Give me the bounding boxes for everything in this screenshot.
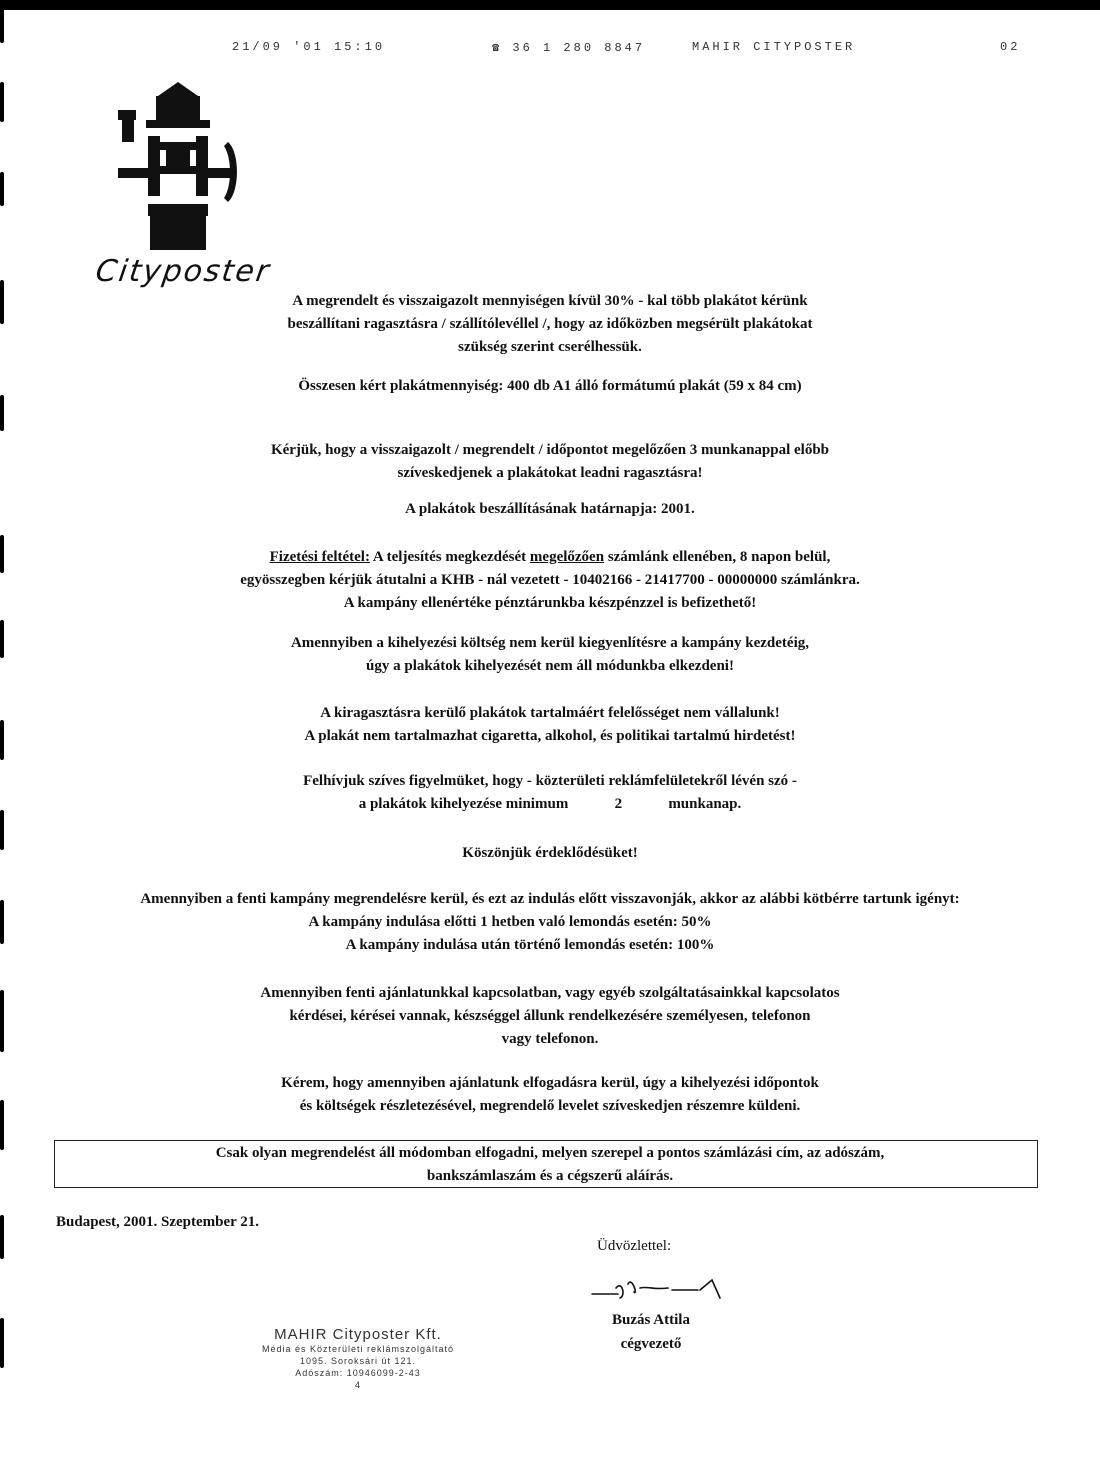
scan-edge-mark — [0, 395, 4, 431]
paragraph-line: Csak olyan megrendelést áll módomban elfogadni, melyen szerepel a pontos számlázási cím, az adószám, — [215, 1145, 885, 1161]
scan-edge-mark — [0, 810, 4, 850]
paragraph-line: Felhívjuk szíves figyelmüket, hogy - közterületi reklámfelületekről lévén szó - — [303, 773, 797, 789]
paragraph-line: Kérem, hogy amennyiben ajánlatunk elfogadásra kerül, úgy a kihelyezési időpontok — [281, 1075, 819, 1091]
questions-paragraph — [40, 982, 1060, 1051]
scan-edge-mark — [0, 5, 4, 43]
payment-text: A teljesítés megkezdését — [369, 549, 530, 565]
total-quantity-line: Összesen kért plakátmennyiség: 400 db A1 álló formátumú plakát (59 x 84 cm) — [298, 378, 802, 394]
paragraph-line: Amennyiben fenti ajánlatunkkal kapcsolatban, vagy egyéb szolgáltatásainkkal kapcsolatos — [260, 985, 840, 1001]
thanks-line: Köszönjük érdeklődésüket! — [462, 845, 638, 861]
paragraph-line: és költségek részletezésével, megrendelő levelet szíveskedjen részemre küldeni. — [299, 1098, 801, 1114]
attention-text: munkanap. — [668, 796, 742, 812]
paragraph-line: úgy a plakátok kihelyezését nem áll módunkba elkezdeni! — [366, 658, 734, 674]
fax-top-border — [0, 0, 1100, 10]
paragraph-line: Kérjük, hogy a visszaigazolt / megrendelt / időpontot megelőzően 3 munkanappal előbb — [270, 442, 830, 458]
stamp-line: 4 — [354, 1380, 361, 1390]
delivery-deadline-line: A plakátok beszállításának határnapja: 2001. — [405, 501, 695, 517]
cityposter-logo — [108, 82, 248, 252]
handwritten-signature — [588, 1266, 748, 1306]
stamp-line: 1095. Soroksári út 121. — [299, 1356, 417, 1366]
paragraph-line: szíveskedjenek a plakátokat leadni ragasztásra! — [397, 465, 703, 481]
stamp-line: Média és Közterületi reklámszolgáltató — [261, 1344, 455, 1354]
paragraph-line: A plakát nem tartalmazhat cigaretta, alkohol, és politikai tartalmú hirdetést! — [304, 728, 796, 744]
costs-paragraph — [40, 632, 1060, 678]
scan-edge-mark — [0, 1215, 4, 1259]
paragraph-line: A megrendelt és visszaigazolt mennyiségen kívül 30% - kal több plakátot kérünk — [292, 293, 808, 309]
scan-edge-mark — [0, 620, 4, 658]
paragraph-line: kérdései, kérései vannak, készséggel állunk rendelkezésére személyesen, telefonon — [289, 1008, 811, 1024]
scan-edge-mark — [0, 1318, 4, 1368]
paragraph-line: A kampány indulása előtti 1 hetben való lemondás esetén: 50% — [308, 914, 712, 930]
scan-edge-mark — [0, 280, 4, 324]
scan-edge-mark — [0, 535, 4, 573]
attention-days: 2 — [614, 796, 623, 812]
paragraph-line: A kiragasztásra kerülő plakátok tartalmáért felelősséget nem vállalunk! — [320, 705, 780, 721]
attention-text: a plakátok kihelyezése minimum — [358, 796, 569, 812]
scan-edge-mark — [0, 82, 4, 122]
paragraph-line: egyösszegben kérjük átutalni a KHB - nál vezetett - 10402166 - 21417700 - 00000000 számlánkra. — [240, 572, 860, 588]
paragraph-line: bankszámlaszám és a cégszerű aláírás. — [426, 1168, 674, 1184]
paragraph-line: A kampány ellenértéke pénztárunkba készpénzzel is befizethető! — [343, 595, 757, 611]
fax-phone: ☎ 36 1 280 8847 — [492, 41, 646, 55]
deadline-request-paragraph — [40, 439, 1060, 485]
attention-paragraph — [40, 770, 1060, 816]
signatory-block — [596, 1308, 706, 1356]
payment-terms-paragraph — [40, 546, 1060, 615]
content-liability-paragraph — [40, 702, 1060, 748]
acceptance-paragraph — [40, 1072, 1060, 1118]
company-stamp — [228, 1326, 488, 1391]
fax-page-number: 02 — [1000, 40, 1021, 54]
scan-edge-mark — [0, 720, 4, 760]
cityposter-brand-text: Cityposter — [93, 254, 273, 289]
paragraph-line: Amennyiben a fenti kampány megrendelésre kerül, és ezt az indulás előtt visszavonják, akkor az alábbi kötbérre tartunk igényt: — [140, 891, 960, 907]
signatory-title: cégvezető — [620, 1336, 682, 1352]
penalty-paragraph — [40, 888, 1060, 957]
paragraph-line: A kampány indulása után történő lemondás esetén: 100% — [345, 937, 715, 953]
paragraph-line — [40, 546, 1060, 569]
payment-terms-label: Fizetési feltétel: — [269, 549, 370, 565]
paragraph-line: szükség szerint cserélhessük. — [458, 339, 642, 355]
stamp-company: MAHIR Cityposter Kft. — [274, 1326, 442, 1343]
fax-datetime: 21/09 '01 15:10 — [232, 40, 386, 54]
paragraph-line — [40, 793, 1060, 816]
scan-edge-mark — [0, 990, 4, 1052]
extra-quantity-paragraph — [40, 290, 1060, 359]
fax-sender: MAHIR CITYPOSTER — [692, 40, 856, 54]
signatory-name: Buzás Attila — [612, 1312, 690, 1328]
payment-emphasis: megelőzően — [529, 549, 605, 565]
place-and-date: Budapest, 2001. Szeptember 21. — [56, 1214, 260, 1230]
greeting: Üdvözlettel: — [597, 1238, 672, 1254]
stamp-line: Adószám: 10946099-2-43 — [295, 1368, 421, 1378]
scan-edge-mark — [0, 1100, 4, 1150]
notice-box-text — [40, 1142, 1060, 1188]
paragraph-line: beszállítani ragasztásra / szállítólevéllel /, hogy az időközben megsérült plakátokat — [287, 316, 813, 332]
paragraph-line: vagy telefonon. — [501, 1031, 599, 1047]
paragraph-line: Amennyiben a kihelyezési költség nem kerül kiegyenlítésre a kampány kezdetéig, — [290, 635, 810, 651]
payment-text: számlánk ellenében, 8 napon belül, — [604, 549, 831, 565]
scan-edge-mark — [0, 172, 4, 206]
